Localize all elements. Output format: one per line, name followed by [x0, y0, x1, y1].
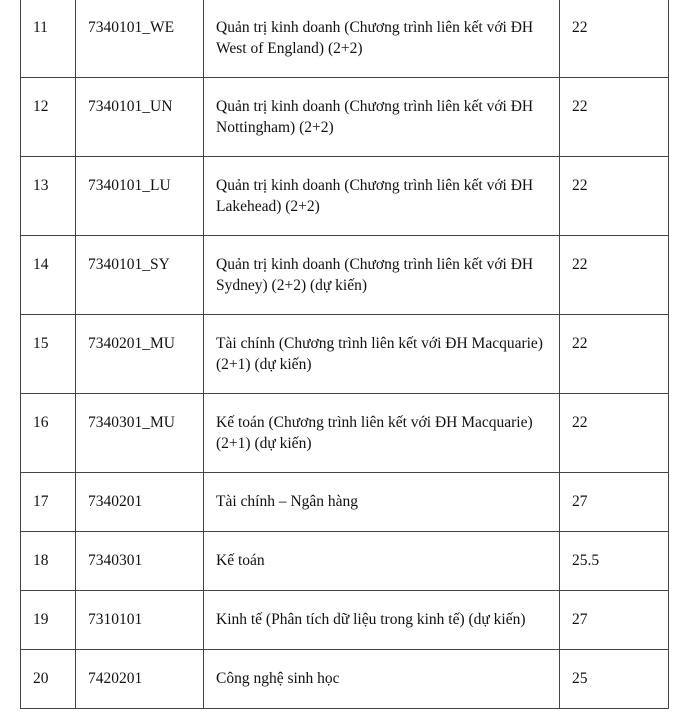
table-row	[21, 394, 669, 473]
table-row	[21, 236, 669, 315]
table-row	[21, 650, 669, 709]
table-row	[21, 0, 669, 78]
program-name-cell: Kinh tế (Phân tích dữ liệu trong kinh tế) (dự kiến)	[204, 591, 560, 650]
score-cell: 22	[560, 78, 669, 157]
score-cell: 27	[560, 473, 669, 532]
stt-cell: 15	[21, 315, 76, 394]
table-row	[21, 532, 669, 591]
score-cell: 22	[560, 236, 669, 315]
program-code-cell: 7340201	[76, 473, 204, 532]
program-name-cell: Quản trị kinh doanh (Chương trình liên kết với ĐH Nottingham) (2+2)	[204, 78, 560, 157]
table-row	[21, 78, 669, 157]
stt-cell: 12	[21, 78, 76, 157]
score-cell: 22	[560, 315, 669, 394]
table-row	[21, 157, 669, 236]
score-cell: 22	[560, 394, 669, 473]
program-code-cell: 7340101_UN	[76, 78, 204, 157]
stt-cell: 17	[21, 473, 76, 532]
score-cell: 27	[560, 591, 669, 650]
stt-cell: 11	[21, 0, 76, 78]
program-table	[20, 0, 669, 709]
program-name-cell: Kế toán (Chương trình liên kết với ĐH Macquarie) (2+1) (dự kiến)	[204, 394, 560, 473]
program-name-cell: Kế toán	[204, 532, 560, 591]
stt-cell: 14	[21, 236, 76, 315]
program-code-cell: 7420201	[76, 650, 204, 709]
stt-cell: 18	[21, 532, 76, 591]
score-cell: 22	[560, 157, 669, 236]
program-code-cell: 7340301_MU	[76, 394, 204, 473]
program-name-cell: Quản trị kinh doanh (Chương trình liên kết với ĐH Sydney) (2+2) (dự kiến)	[204, 236, 560, 315]
table-row	[21, 315, 669, 394]
program-code-cell: 7340101_LU	[76, 157, 204, 236]
program-code-cell: 7340101_WE	[76, 0, 204, 78]
stt-cell: 13	[21, 157, 76, 236]
stt-cell: 16	[21, 394, 76, 473]
program-code-cell: 7310101	[76, 591, 204, 650]
table-row	[21, 473, 669, 532]
program-name-cell: Quản trị kinh doanh (Chương trình liên kết với ĐH Lakehead) (2+2)	[204, 157, 560, 236]
program-code-cell: 7340301	[76, 532, 204, 591]
program-name-cell: Tài chính – Ngân hàng	[204, 473, 560, 532]
score-cell: 25	[560, 650, 669, 709]
score-cell: 22	[560, 0, 669, 78]
program-name-cell: Công nghệ sinh học	[204, 650, 560, 709]
table-row	[21, 591, 669, 650]
stt-cell: 19	[21, 591, 76, 650]
program-name-cell: Tài chính (Chương trình liên kết với ĐH Macquarie) (2+1) (dự kiến)	[204, 315, 560, 394]
program-code-cell: 7340201_MU	[76, 315, 204, 394]
score-cell: 25.5	[560, 532, 669, 591]
program-code-cell: 7340101_SY	[76, 236, 204, 315]
stt-cell: 20	[21, 650, 76, 709]
program-name-cell: Quản trị kinh doanh (Chương trình liên kết với ĐH West of England) (2+2)	[204, 0, 560, 78]
